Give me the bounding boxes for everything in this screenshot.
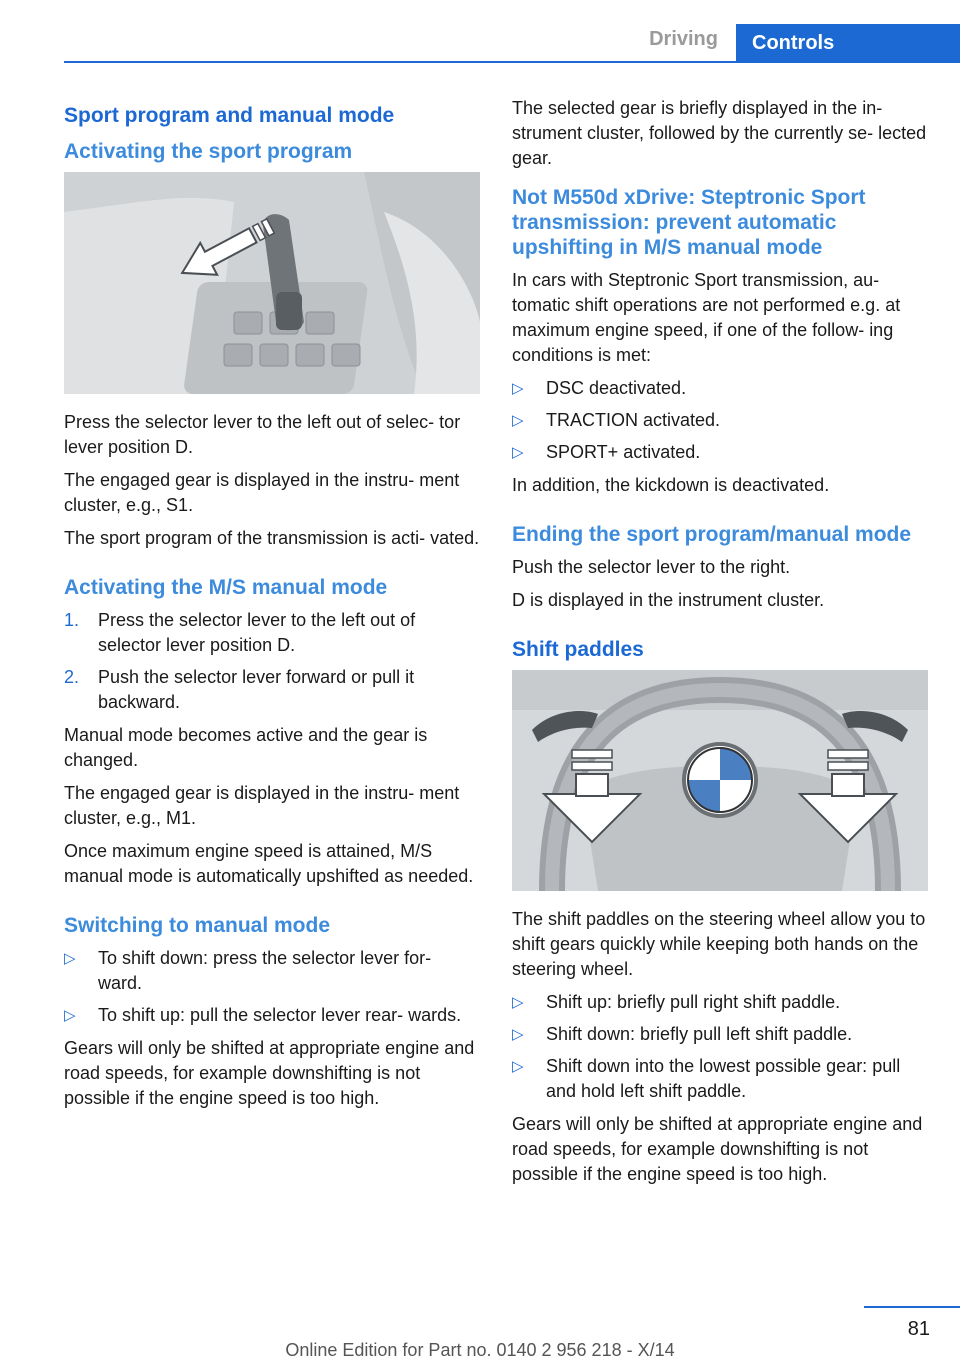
- triangle-right-icon: ▷: [512, 1058, 524, 1075]
- triangle-right-icon: ▷: [512, 380, 524, 397]
- paragraph: Press the selector lever to the left out of selec‐ tor lever position D.: [64, 412, 461, 457]
- list-item-text: To shift down: press the selector lever for‐ ward.: [98, 948, 432, 993]
- list-item-text: Shift down: briefly pull left shift paddle.: [546, 1024, 853, 1044]
- triangle-right-icon: ▷: [512, 1026, 524, 1043]
- paragraph: Once maximum engine speed is attained, M/S manual mode is automatically upshifted as needed.: [64, 841, 474, 886]
- header-tab: Controls: [736, 24, 960, 62]
- step-number: 2.: [64, 667, 80, 687]
- list-item: [64, 665, 480, 715]
- triangle-right-icon: ▷: [64, 950, 76, 967]
- paragraph: D is displayed in the instrument cluster.: [512, 590, 825, 610]
- list-item: [512, 408, 928, 433]
- paragraph: Gears will only be shifted at appropriate engine and road speeds, for example downshifting is not possible if the engine speed is too high.: [64, 1038, 475, 1108]
- step-text: Press the selector lever to the left out of selector lever position D.: [98, 610, 416, 655]
- triangle-right-icon: ▷: [512, 412, 524, 429]
- list-item: [512, 440, 928, 465]
- paragraph: In cars with Steptronic Sport transmission, au‐ tomatic shift operations are not performed e.g. at maximum engine speed, if one of the follow‐ ing conditions is met:: [512, 270, 901, 365]
- subheading-manual-mode: Activating the M/S manual mode: [64, 576, 388, 599]
- step-number: 1.: [64, 610, 80, 630]
- selector-lever-illustration: [64, 172, 480, 394]
- list-item-text: To shift up: pull the selector lever rear‐ wards.: [98, 1005, 462, 1025]
- list-item: [512, 376, 928, 401]
- list-item: [64, 1003, 480, 1028]
- paragraph: Gears will only be shifted at appropriate engine and road speeds, for example downshifting is not possible if the engine speed is too high.: [512, 1114, 923, 1184]
- list-item-text: Shift down into the lowest possible gear: pull and hold left shift paddle.: [546, 1056, 901, 1101]
- header-rule: [64, 61, 960, 63]
- triangle-right-icon: ▷: [64, 1007, 76, 1024]
- paragraph: The engaged gear is displayed in the instru‐ ment cluster, e.g., S1.: [64, 470, 460, 515]
- list-item: [512, 990, 928, 1015]
- footer-rule: [864, 1306, 960, 1308]
- subheading-switching: Switching to manual mode: [64, 914, 331, 937]
- paragraph: The engaged gear is displayed in the instru‐ ment cluster, e.g., M1.: [64, 783, 460, 828]
- subheading-sport-program: Activating the sport program: [64, 140, 353, 163]
- paragraph: The sport program of the transmission is acti‐ vated.: [64, 528, 480, 548]
- triangle-right-icon: ▷: [512, 994, 524, 1011]
- page-number: 81: [907, 1318, 930, 1340]
- list-item: [64, 608, 480, 658]
- step-text: Push the selector lever forward or pull it backward.: [98, 667, 415, 712]
- subheading-ending: Ending the sport program/manual mode: [512, 523, 912, 546]
- paragraph: Push the selector lever to the right.: [512, 557, 791, 577]
- right-column: [512, 96, 928, 1195]
- section-heading: Sport program and manual mode: [64, 104, 395, 127]
- list-item: [512, 1054, 928, 1104]
- list-item-text: SPORT+ activated.: [546, 442, 701, 462]
- list-item-text: TRACTION activated.: [546, 410, 721, 430]
- steps-list: [64, 608, 480, 715]
- list-item: [64, 946, 480, 996]
- paddles-list: [512, 990, 928, 1104]
- subheading-shift-paddles: Shift paddles: [512, 638, 644, 661]
- triangle-right-icon: ▷: [512, 444, 524, 461]
- paragraph: The selected gear is briefly displayed in the in‐ strument cluster, followed by the currently se‐ lected gear.: [512, 98, 927, 168]
- header-section: Driving: [649, 28, 718, 50]
- left-column: [64, 96, 480, 1119]
- page-header: [0, 0, 960, 62]
- list-item-text: DSC deactivated.: [546, 378, 687, 398]
- edition-footer: Online Edition for Part no. 0140 2 956 218 - X/14: [285, 1340, 675, 1360]
- steering-wheel-illustration: [512, 670, 928, 891]
- conditions-list: [512, 376, 928, 465]
- bullet-list: [64, 946, 480, 1028]
- paragraph: In addition, the kickdown is deactivated.: [512, 475, 830, 495]
- list-item-text: Shift up: briefly pull right shift paddle.: [546, 992, 841, 1012]
- paragraph: Manual mode becomes active and the gear is changed.: [64, 725, 428, 770]
- subheading-steptronic: Not M550d xDrive: Steptronic Sport transmission: prevent automatic upshifting in M/S manual mode: [512, 186, 866, 259]
- list-item: [512, 1022, 928, 1047]
- paragraph: The shift paddles on the steering wheel allow you to shift gears quickly while keeping both hands on the steering wheel.: [512, 909, 926, 979]
